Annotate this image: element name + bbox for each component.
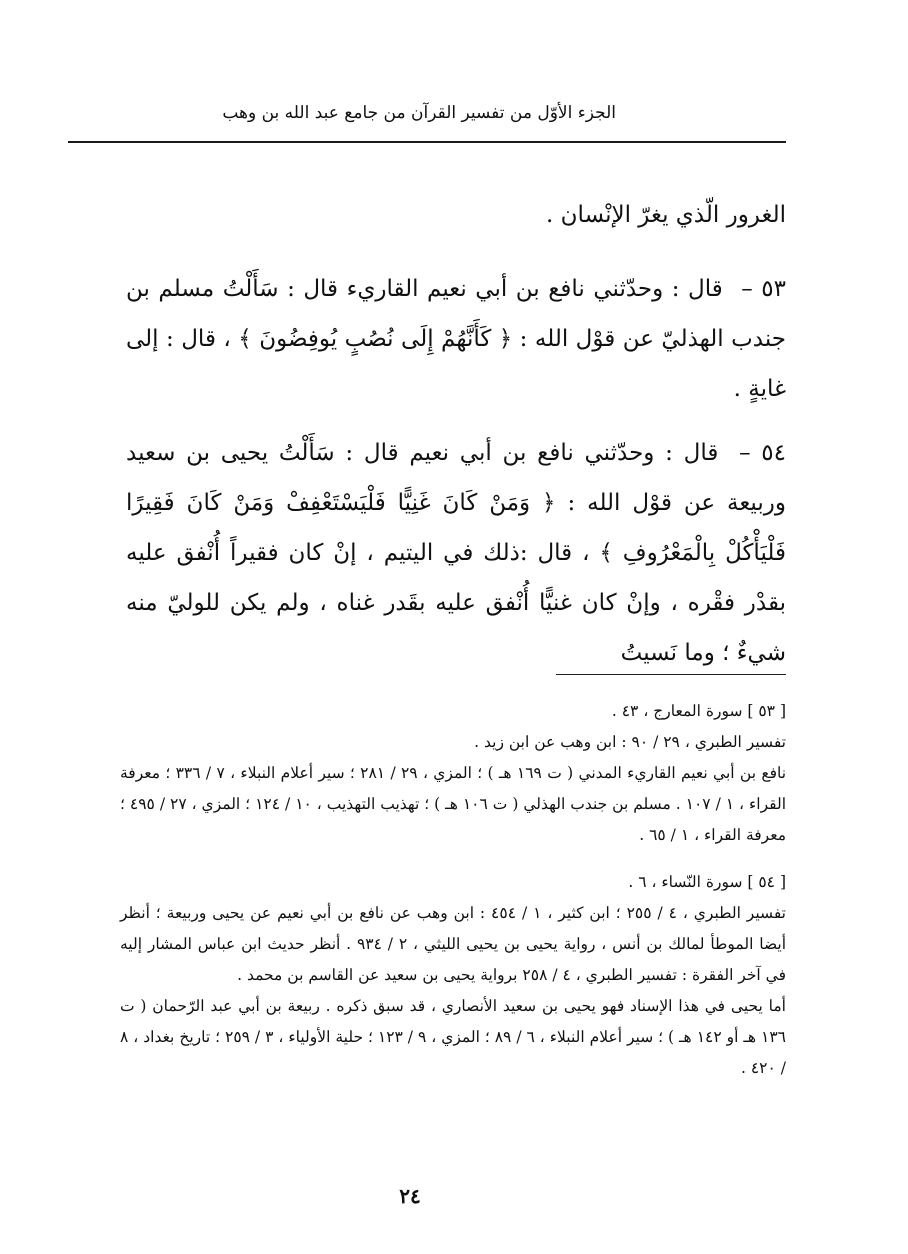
entry-text: قال : وحدّثني نافع بن أبي نعيم قال : سَأَلْتُ يحيى بن سعيد وربيعة عن قوْل الله : ﴿ وَمَنْ كَانَ غَنِيًّا فَلْيَسْتَعْفِفْ وَمَنْ كَانَ فَقِيرًا فَلْيَأْكُلْ بِالْمَعْرُوفِ ﴾ ، قال :ذلك في اليتيم ، إنْ كان فقيراً أُنْفق عليه بقدْر فقْره ، وإنْ كان غنيًّا أُنْفق عليه بقَدر غناه ، ولم يكن للوليّ منه شيءٌ ؛ وما نَسيتُ (126, 440, 786, 666)
main-text (126, 190, 786, 692)
continuation-paragraph: الغرور الّذي يغرّ الإنْسان . (546, 202, 786, 228)
footnotes (120, 696, 786, 1100)
footnote-line: [ ٥٣ ] سورة المعارج ، ٤٣ . (611, 702, 786, 720)
footnote-54 (120, 867, 786, 1084)
header-rule (68, 141, 786, 143)
entry-53 (126, 264, 786, 414)
footnote-line: نافع بن أبي نعيم القاريء المدني ( ت ١٦٩ هـ ) ؛ المزي ، ٢٩ / ٢٨١ ؛ سير أعلام النبلاء ، ٧ / ٣٣٦ ؛ معرفة القراء ، ١ / ١٠٧ . مسلم بن جندب الهذلي ( ت ١٠٦ هـ ) ؛ تهذيب التهذيب ، ١٠ / ١٢٤ ؛ المزي ، ٢٧ / ٤٩٥ ؛ معرفة القراء ، ١ / ٦٥ . (120, 764, 787, 844)
page-number: ٢٤ (399, 1184, 421, 1208)
entry-54 (126, 428, 786, 678)
footnote-line: أما يحيى في هذا الإسناد فهو يحيى بن سعيد الأنصاري ، قد سبق ذكره . ربيعة بن أبي عبد الرّحمان ( ت ١٣٦ هـ أو ١٤٢ هـ ) ؛ سير أعلام النبلاء ، ٦ / ٨٩ ؛ المزي ، ٩ / ١٢٣ ؛ حلية الأولياء ، ٣ / ٢٥٩ ؛ تاريخ بغداد ، ٨ / ٤٢٠ . (120, 997, 787, 1077)
entry-number: ٥٣ – (741, 276, 786, 302)
footnote-line: تفسير الطبري ، ٢٩ / ٩٠ : ابن وهب عن ابن زيد . (474, 733, 786, 751)
footnote-line: تفسير الطبري ، ٤ / ٢٥٥ ؛ ابن كثير ، ١ / ٤٥٤ : ابن وهب عن نافع بن أبي نعيم عن يحيى وربيعة ؛ أنظر أيضا الموطأ لمالك بن أنس ، رواية يحيى بن يحيى الليثي ، ٢ / ٩٣٤ . أنظر حديث ابن عباس المشار إليه في آخر الفقرة : تفسير الطبري ، ٤ / ٢٥٨ برواية يحيى بن سعيد عن القاسم بن محمد . (120, 904, 787, 984)
footnote-53 (120, 696, 786, 851)
running-header: الجزء الأوّل من تفسير القرآن من جامع عبد الله بن وهب (222, 103, 616, 123)
entry-number: ٥٤ – (739, 440, 787, 466)
footnote-rule (556, 674, 786, 675)
footnote-line: [ ٥٤ ] سورة النّساء ، ٦ . (628, 873, 786, 891)
entry-text: قال : وحدّثني نافع بن أبي نعيم القاريء قال : سَأَلْتُ مسلم بن جندب الهذليّ عن قوْل الله : ﴿ كَأَنَّهُمْ إِلَى نُصُبٍ يُوفِضُونَ ﴾ ، قال : إلى غايةٍ . (126, 276, 786, 402)
